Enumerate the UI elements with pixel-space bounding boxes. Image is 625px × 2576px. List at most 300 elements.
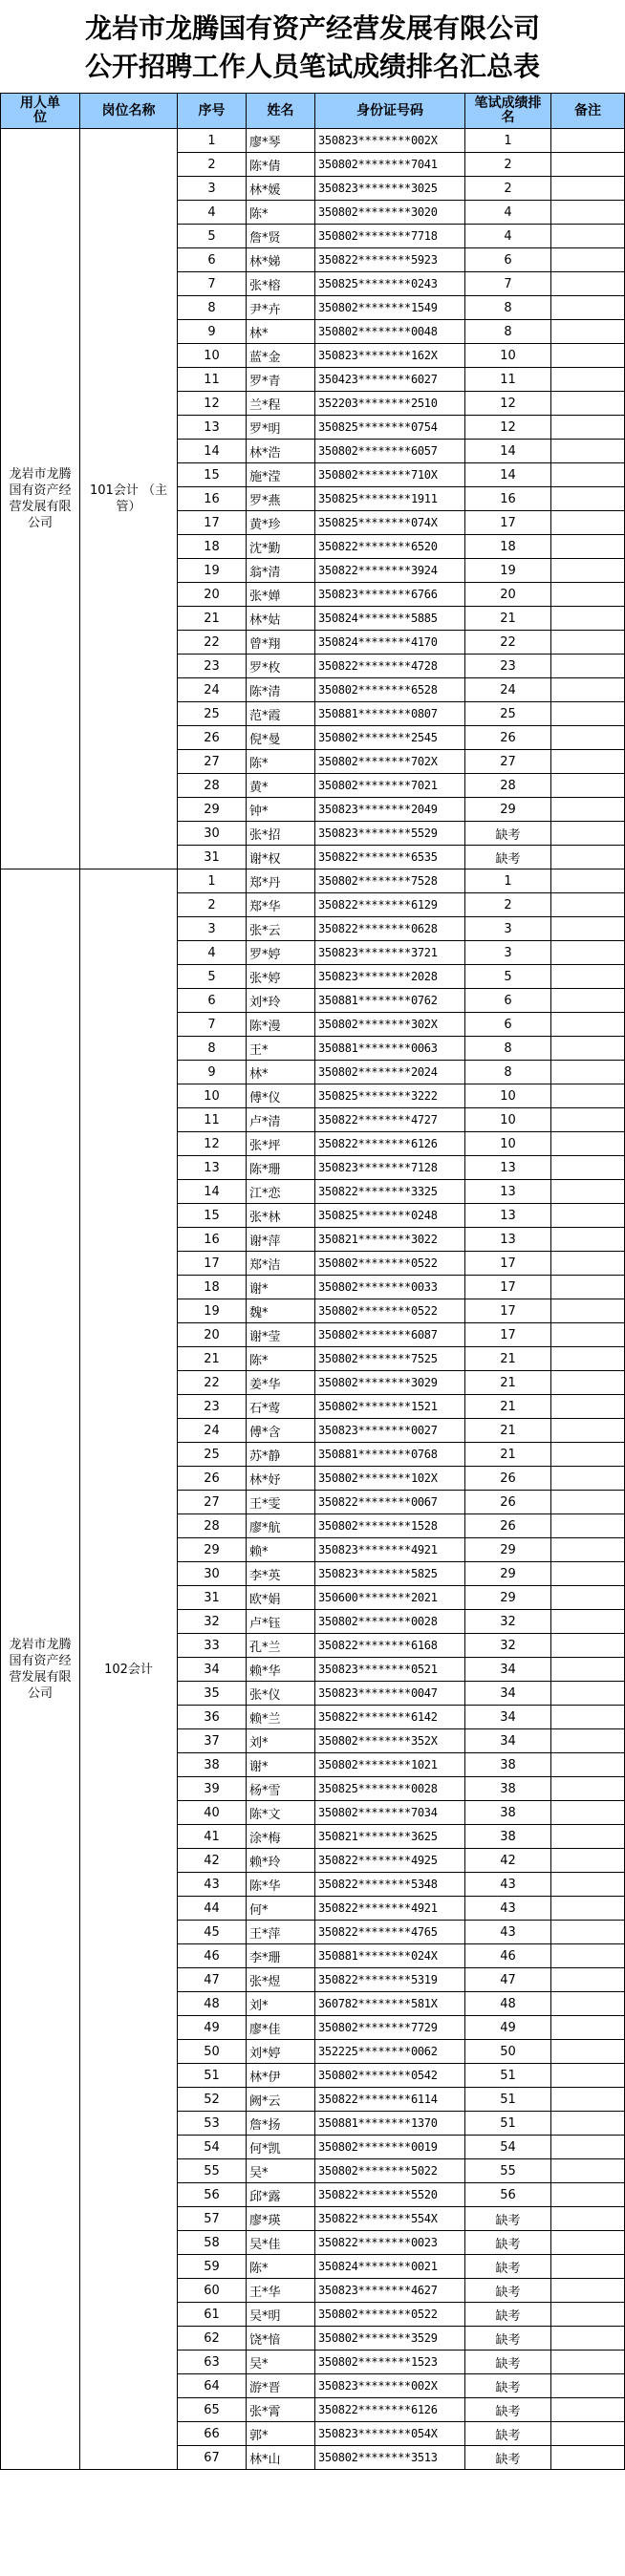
name-cell: 黄* — [247, 774, 315, 798]
rank-cell: 38 — [465, 1825, 551, 1849]
rank-cell: 50 — [465, 2040, 551, 2064]
name-cell: 钟* — [247, 798, 315, 822]
remark-cell — [551, 2231, 625, 2255]
name-cell: 詹*贤 — [247, 225, 315, 248]
rank-cell: 24 — [465, 678, 551, 702]
remark-cell — [551, 1801, 625, 1825]
name-cell: 张*坪 — [247, 1132, 315, 1156]
rank-cell: 缺考 — [465, 2279, 551, 2303]
id-cell: 350802********0542 — [315, 2064, 465, 2088]
name-cell: 林* — [247, 320, 315, 344]
seq-cell: 8 — [178, 1037, 247, 1061]
name-cell: 杨*雪 — [247, 1777, 315, 1801]
seq-cell: 66 — [178, 2422, 247, 2446]
remark-cell — [551, 1371, 625, 1395]
name-cell: 沈*勤 — [247, 535, 315, 559]
id-cell: 350823********7128 — [315, 1156, 465, 1180]
rank-cell: 3 — [465, 917, 551, 941]
id-cell: 350802********1521 — [315, 1395, 465, 1419]
rank-cell: 17 — [465, 1252, 551, 1276]
rank-cell: 51 — [465, 2112, 551, 2136]
rank-cell: 47 — [465, 1968, 551, 1992]
id-cell: 350823********5825 — [315, 1562, 465, 1586]
remark-cell — [551, 1084, 625, 1108]
remark-cell — [551, 1562, 625, 1586]
rank-cell: 1 — [465, 869, 551, 893]
id-cell: 350802********5022 — [315, 2159, 465, 2183]
id-cell: 350823********0521 — [315, 1658, 465, 1682]
remark-cell — [551, 1347, 625, 1371]
name-cell: 游*晋 — [247, 2374, 315, 2398]
id-cell: 350822********6142 — [315, 1706, 465, 1729]
rank-cell: 27 — [465, 750, 551, 774]
id-cell: 350823********002X — [315, 129, 465, 153]
rank-cell: 缺考 — [465, 2374, 551, 2398]
remark-cell — [551, 511, 625, 535]
id-cell: 350821********3625 — [315, 1825, 465, 1849]
rank-cell: 34 — [465, 1729, 551, 1753]
remark-cell — [551, 1180, 625, 1204]
id-cell: 352203********2510 — [315, 392, 465, 416]
rank-cell: 26 — [465, 726, 551, 750]
seq-cell: 16 — [178, 1228, 247, 1252]
seq-cell: 16 — [178, 487, 247, 511]
rank-cell: 43 — [465, 1897, 551, 1921]
seq-cell: 34 — [178, 1658, 247, 1682]
seq-cell: 14 — [178, 440, 247, 463]
remark-cell — [551, 225, 625, 248]
remark-cell — [551, 1514, 625, 1538]
remark-cell — [551, 2207, 625, 2231]
rank-cell: 28 — [465, 774, 551, 798]
id-cell: 350825********0248 — [315, 1204, 465, 1228]
seq-cell: 58 — [178, 2231, 247, 2255]
name-cell: 谢*萍 — [247, 1228, 315, 1252]
id-cell: 350825********0028 — [315, 1777, 465, 1801]
remark-cell — [551, 2136, 625, 2159]
rank-cell: 38 — [465, 1801, 551, 1825]
rank-cell: 32 — [465, 1610, 551, 1634]
remark-cell — [551, 1204, 625, 1228]
id-cell: 350802********1021 — [315, 1753, 465, 1777]
name-cell: 罗*燕 — [247, 487, 315, 511]
name-cell: 张*林 — [247, 1204, 315, 1228]
id-cell: 350802********7034 — [315, 1801, 465, 1825]
position-cell: 102会计 — [80, 869, 178, 2470]
rank-cell: 2 — [465, 893, 551, 917]
seq-cell: 18 — [178, 535, 247, 559]
remark-cell — [551, 2064, 625, 2088]
id-cell: 350802********7021 — [315, 774, 465, 798]
rank-cell: 34 — [465, 1706, 551, 1729]
name-cell: 吴*明 — [247, 2303, 315, 2327]
id-cell: 350824********4170 — [315, 631, 465, 655]
table-row — [1, 129, 625, 153]
id-cell: 352225********0062 — [315, 2040, 465, 2064]
rank-cell: 16 — [465, 487, 551, 511]
rank-cell: 13 — [465, 1204, 551, 1228]
seq-cell: 61 — [178, 2303, 247, 2327]
name-cell: 江*恋 — [247, 1180, 315, 1204]
rank-cell: 21 — [465, 607, 551, 631]
seq-cell: 21 — [178, 607, 247, 631]
header-rank: 笔试成绩排名 — [465, 94, 551, 129]
remark-cell — [551, 392, 625, 416]
seq-cell: 29 — [178, 798, 247, 822]
rank-cell: 缺考 — [465, 822, 551, 846]
name-cell: 王*萍 — [247, 1921, 315, 1944]
seq-cell: 17 — [178, 1252, 247, 1276]
seq-cell: 24 — [178, 1419, 247, 1443]
name-cell: 张*煜 — [247, 1968, 315, 1992]
rank-cell: 13 — [465, 1228, 551, 1252]
name-cell: 林*姑 — [247, 607, 315, 631]
id-cell: 350822********6168 — [315, 1634, 465, 1658]
name-cell: 李*英 — [247, 1562, 315, 1586]
remark-cell — [551, 1968, 625, 1992]
name-cell: 林* — [247, 1061, 315, 1084]
seq-cell: 65 — [178, 2398, 247, 2422]
id-cell: 350881********024X — [315, 1944, 465, 1968]
id-cell: 350802********6087 — [315, 1323, 465, 1347]
remark-cell — [551, 750, 625, 774]
remark-cell — [551, 2422, 625, 2446]
name-cell: 谢*莹 — [247, 1323, 315, 1347]
seq-cell: 23 — [178, 1395, 247, 1419]
rank-cell: 26 — [465, 1467, 551, 1491]
seq-cell: 11 — [178, 1108, 247, 1132]
remark-cell — [551, 1897, 625, 1921]
seq-cell: 17 — [178, 511, 247, 535]
name-cell: 陈*珊 — [247, 1156, 315, 1180]
seq-cell: 46 — [178, 1944, 247, 1968]
seq-cell: 12 — [178, 392, 247, 416]
id-cell: 350825********074X — [315, 511, 465, 535]
id-cell: 350823********3025 — [315, 177, 465, 201]
id-cell: 350825********3222 — [315, 1084, 465, 1108]
id-cell: 350823********0047 — [315, 1682, 465, 1706]
name-cell: 邱*露 — [247, 2183, 315, 2207]
name-cell: 孔*兰 — [247, 1634, 315, 1658]
remark-cell — [551, 1156, 625, 1180]
rank-cell: 6 — [465, 1013, 551, 1037]
seq-cell: 18 — [178, 1276, 247, 1299]
page-title — [0, 0, 625, 93]
seq-cell: 19 — [178, 1299, 247, 1323]
name-cell: 郑*洁 — [247, 1252, 315, 1276]
id-cell: 350600********2021 — [315, 1586, 465, 1610]
name-cell: 张*云 — [247, 917, 315, 941]
remark-cell — [551, 344, 625, 368]
remark-cell — [551, 1061, 625, 1084]
id-cell: 350802********0522 — [315, 1299, 465, 1323]
name-cell: 倪*曼 — [247, 726, 315, 750]
remark-cell — [551, 1753, 625, 1777]
id-cell: 350802********302X — [315, 1013, 465, 1037]
id-cell: 350822********6126 — [315, 2398, 465, 2422]
remark-cell — [551, 1323, 625, 1347]
seq-cell: 49 — [178, 2016, 247, 2040]
id-cell: 350821********3022 — [315, 1228, 465, 1252]
remark-cell — [551, 368, 625, 392]
id-cell: 350802********2024 — [315, 1061, 465, 1084]
seq-cell: 9 — [178, 320, 247, 344]
rank-cell: 8 — [465, 296, 551, 320]
rank-cell: 缺考 — [465, 2255, 551, 2279]
rank-cell: 缺考 — [465, 846, 551, 869]
rank-cell: 23 — [465, 655, 551, 678]
remark-cell — [551, 1682, 625, 1706]
remark-cell — [551, 631, 625, 655]
remark-cell — [551, 248, 625, 272]
rank-cell: 1 — [465, 129, 551, 153]
seq-cell: 24 — [178, 678, 247, 702]
rank-cell: 17 — [465, 1276, 551, 1299]
seq-cell: 14 — [178, 1180, 247, 1204]
rank-cell: 13 — [465, 1180, 551, 1204]
id-cell: 350802********0033 — [315, 1276, 465, 1299]
name-cell: 张*婷 — [247, 965, 315, 989]
remark-cell — [551, 1228, 625, 1252]
rank-cell: 46 — [465, 1944, 551, 1968]
seq-cell: 59 — [178, 2255, 247, 2279]
title-line-2: 公开招聘工作人员笔试成绩排名汇总表 — [84, 51, 540, 82]
rank-cell: 3 — [465, 941, 551, 965]
name-cell: 陈*漫 — [247, 1013, 315, 1037]
remark-cell — [551, 869, 625, 893]
seq-cell: 41 — [178, 1825, 247, 1849]
name-cell: 林*妤 — [247, 1467, 315, 1491]
name-cell: 赖* — [247, 1538, 315, 1562]
rank-cell: 48 — [465, 1992, 551, 2016]
id-cell: 350823********3721 — [315, 941, 465, 965]
id-cell: 350802********7528 — [315, 869, 465, 893]
employer-cell: 龙岩市龙腾国有资产经营发展有限公司 — [1, 129, 80, 869]
seq-cell: 5 — [178, 965, 247, 989]
seq-cell: 26 — [178, 1467, 247, 1491]
seq-cell: 9 — [178, 1061, 247, 1084]
rank-cell: 49 — [465, 2016, 551, 2040]
remark-cell — [551, 1849, 625, 1873]
id-cell: 350822********4925 — [315, 1849, 465, 1873]
seq-cell: 25 — [178, 1443, 247, 1467]
id-cell: 350824********0021 — [315, 2255, 465, 2279]
remark-cell — [551, 1944, 625, 1968]
name-cell: 姜*华 — [247, 1371, 315, 1395]
seq-cell: 10 — [178, 1084, 247, 1108]
id-cell: 350823********5529 — [315, 822, 465, 846]
remark-cell — [551, 1873, 625, 1897]
name-cell: 欧*娟 — [247, 1586, 315, 1610]
rank-cell: 42 — [465, 1849, 551, 1873]
id-cell: 350802********6057 — [315, 440, 465, 463]
rank-cell: 18 — [465, 535, 551, 559]
rank-cell: 51 — [465, 2064, 551, 2088]
name-cell: 尹*卉 — [247, 296, 315, 320]
rank-cell: 7 — [465, 272, 551, 296]
id-cell: 350823********4627 — [315, 2279, 465, 2303]
name-cell: 吴* — [247, 2351, 315, 2374]
seq-cell: 26 — [178, 726, 247, 750]
name-cell: 陈*清 — [247, 678, 315, 702]
id-cell: 350822********0023 — [315, 2231, 465, 2255]
rank-cell: 14 — [465, 440, 551, 463]
remark-cell — [551, 655, 625, 678]
name-cell: 谢*权 — [247, 846, 315, 869]
seq-cell: 63 — [178, 2351, 247, 2374]
remark-cell — [551, 1299, 625, 1323]
rank-cell: 12 — [465, 392, 551, 416]
remark-cell — [551, 2016, 625, 2040]
id-cell: 350802********702X — [315, 750, 465, 774]
remark-cell — [551, 2159, 625, 2183]
name-cell: 施*滢 — [247, 463, 315, 487]
name-cell: 吴* — [247, 2159, 315, 2183]
rank-cell: 11 — [465, 368, 551, 392]
seq-cell: 7 — [178, 272, 247, 296]
id-cell: 350802********7718 — [315, 225, 465, 248]
seq-cell: 67 — [178, 2446, 247, 2470]
rank-cell: 19 — [465, 559, 551, 583]
remark-cell — [551, 1467, 625, 1491]
id-cell: 350823********002X — [315, 2374, 465, 2398]
remark-cell — [551, 607, 625, 631]
name-cell: 张*榕 — [247, 272, 315, 296]
rank-cell: 6 — [465, 989, 551, 1013]
name-cell: 王*华 — [247, 2279, 315, 2303]
name-cell: 吴*佳 — [247, 2231, 315, 2255]
rank-cell: 56 — [465, 2183, 551, 2207]
seq-cell: 31 — [178, 1586, 247, 1610]
name-cell: 刘* — [247, 1729, 315, 1753]
title-line-1: 龙岩市龙腾国有资产经营发展有限公司 — [84, 12, 540, 44]
remark-cell — [551, 1538, 625, 1562]
id-cell: 350822********0067 — [315, 1491, 465, 1514]
seq-cell: 21 — [178, 1347, 247, 1371]
remark-cell — [551, 416, 625, 440]
remark-cell — [551, 2040, 625, 2064]
id-cell: 350802********7525 — [315, 1347, 465, 1371]
id-cell: 350822********5319 — [315, 1968, 465, 1992]
name-cell: 罗*枚 — [247, 655, 315, 678]
rank-cell: 17 — [465, 1299, 551, 1323]
name-cell: 廖*航 — [247, 1514, 315, 1538]
id-cell: 350822********5520 — [315, 2183, 465, 2207]
name-cell: 张*霄 — [247, 2398, 315, 2422]
remark-cell — [551, 1825, 625, 1849]
rank-cell: 10 — [465, 1084, 551, 1108]
remark-cell — [551, 1443, 625, 1467]
name-cell: 曾*翔 — [247, 631, 315, 655]
name-cell: 刘* — [247, 1992, 315, 2016]
rank-cell: 21 — [465, 1443, 551, 1467]
remark-cell — [551, 2255, 625, 2279]
name-cell: 罗*明 — [247, 416, 315, 440]
seq-cell: 35 — [178, 1682, 247, 1706]
id-cell: 350802********102X — [315, 1467, 465, 1491]
seq-cell: 22 — [178, 631, 247, 655]
seq-cell: 5 — [178, 225, 247, 248]
seq-cell: 57 — [178, 2207, 247, 2231]
id-cell: 350802********1528 — [315, 1514, 465, 1538]
remark-cell — [551, 1276, 625, 1299]
rank-cell: 21 — [465, 1395, 551, 1419]
rank-cell: 29 — [465, 1586, 551, 1610]
name-cell: 何* — [247, 1897, 315, 1921]
remark-cell — [551, 440, 625, 463]
seq-cell: 2 — [178, 153, 247, 177]
rank-cell: 8 — [465, 1037, 551, 1061]
remark-cell — [551, 1992, 625, 2016]
id-cell: 350822********5348 — [315, 1873, 465, 1897]
name-cell: 蓝*金 — [247, 344, 315, 368]
seq-cell: 56 — [178, 2183, 247, 2207]
name-cell: 李*珊 — [247, 1944, 315, 1968]
remark-cell — [551, 2112, 625, 2136]
seq-cell: 10 — [178, 344, 247, 368]
remark-cell — [551, 1610, 625, 1634]
seq-cell: 23 — [178, 655, 247, 678]
remark-cell — [551, 1419, 625, 1443]
id-cell: 350802********3020 — [315, 201, 465, 225]
name-cell: 罗*婷 — [247, 941, 315, 965]
remark-cell — [551, 1491, 625, 1514]
id-cell: 350802********1549 — [315, 296, 465, 320]
id-cell: 350802********7041 — [315, 153, 465, 177]
seq-cell: 13 — [178, 1156, 247, 1180]
table-row — [1, 869, 625, 893]
seq-cell: 43 — [178, 1873, 247, 1897]
rank-cell: 38 — [465, 1777, 551, 1801]
seq-cell: 2 — [178, 893, 247, 917]
seq-cell: 27 — [178, 1491, 247, 1514]
id-cell: 350823********2049 — [315, 798, 465, 822]
rank-cell: 51 — [465, 2088, 551, 2112]
remark-cell — [551, 1634, 625, 1658]
id-cell: 350802********0028 — [315, 1610, 465, 1634]
seq-cell: 15 — [178, 1204, 247, 1228]
name-cell: 兰*程 — [247, 392, 315, 416]
header-unit: 用人单位 — [1, 94, 80, 129]
seq-cell: 42 — [178, 1849, 247, 1873]
name-cell: 陈*倩 — [247, 153, 315, 177]
name-cell: 张*婵 — [247, 583, 315, 607]
rank-cell: 缺考 — [465, 2207, 551, 2231]
remark-cell — [551, 1037, 625, 1061]
id-cell: 350822********4728 — [315, 655, 465, 678]
id-cell: 350825********0754 — [315, 416, 465, 440]
rank-cell: 43 — [465, 1873, 551, 1897]
seq-cell: 8 — [178, 296, 247, 320]
name-cell: 魏* — [247, 1299, 315, 1323]
seq-cell: 31 — [178, 846, 247, 869]
remark-cell — [551, 989, 625, 1013]
rank-cell: 缺考 — [465, 2422, 551, 2446]
seq-cell: 20 — [178, 1323, 247, 1347]
seq-cell: 40 — [178, 1801, 247, 1825]
seq-cell: 32 — [178, 1610, 247, 1634]
seq-cell: 27 — [178, 750, 247, 774]
remark-cell — [551, 917, 625, 941]
rank-cell: 17 — [465, 1323, 551, 1347]
id-cell: 350823********4921 — [315, 1538, 465, 1562]
id-cell: 350822********4727 — [315, 1108, 465, 1132]
seq-cell: 3 — [178, 917, 247, 941]
remark-cell — [551, 1921, 625, 1944]
name-cell: 郑*华 — [247, 893, 315, 917]
remark-cell — [551, 846, 625, 869]
seq-cell: 1 — [178, 129, 247, 153]
